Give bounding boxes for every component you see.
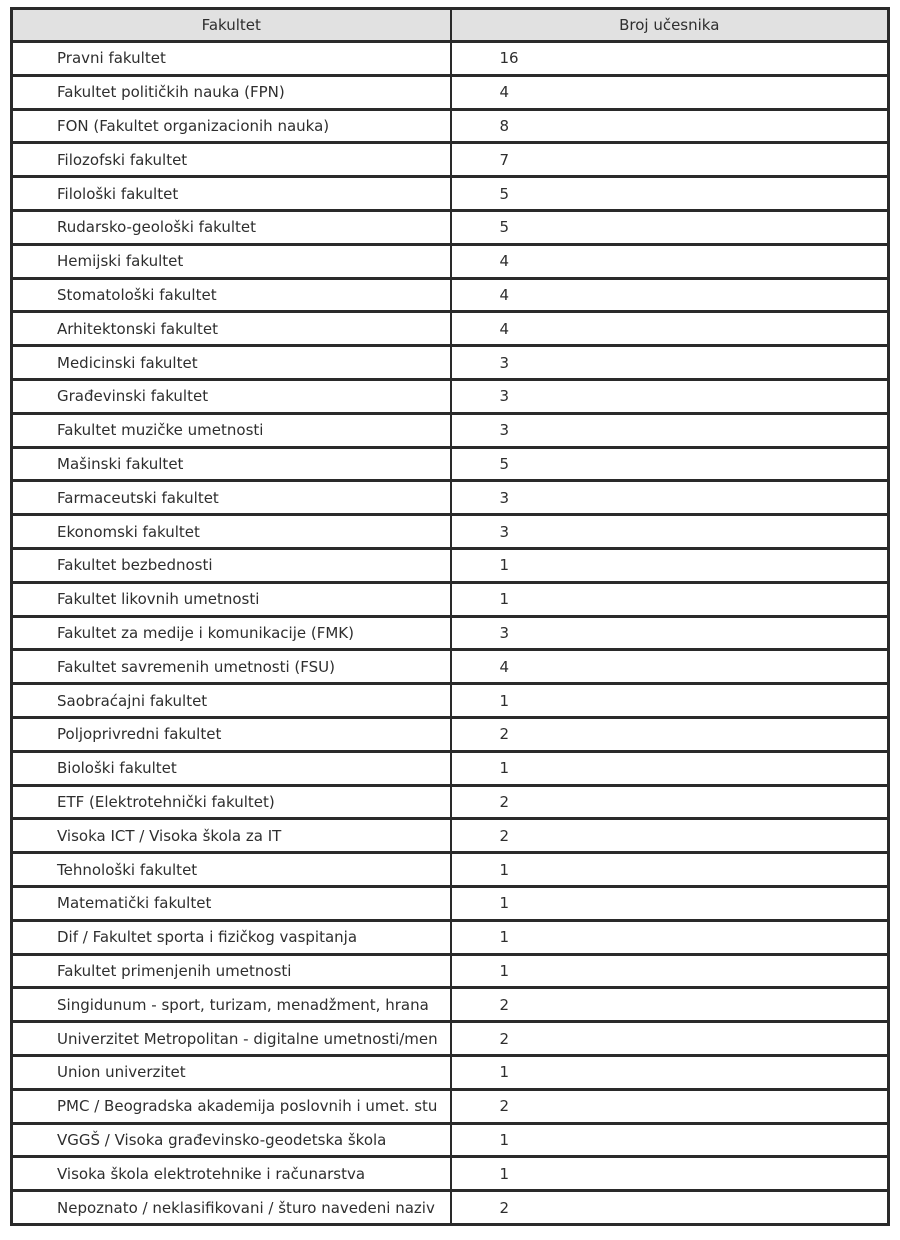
table-row (12, 447, 889, 481)
table-row (12, 1123, 889, 1157)
participant-count-cell: 1 (451, 886, 889, 920)
participant-count-cell: 3 (451, 616, 889, 650)
participant-count-cell: 1 (451, 1157, 889, 1191)
table-row (12, 75, 889, 109)
participant-count-cell: 5 (451, 210, 889, 244)
table-row (12, 886, 889, 920)
participant-count-cell: 1 (451, 954, 889, 988)
faculty-name-cell: Dif / Fakultet sporta i fizičkog vaspitanja (12, 920, 451, 954)
participant-count-cell: 2 (451, 717, 889, 751)
participant-count-cell: 1 (451, 684, 889, 718)
participant-count-cell: 2 (451, 988, 889, 1022)
table-row (12, 1191, 889, 1225)
faculty-name-cell: Poljoprivredni fakultet (12, 717, 451, 751)
participant-count-cell: 2 (451, 785, 889, 819)
participant-count-cell: 4 (451, 312, 889, 346)
faculty-name-cell: Singidunum - sport, turizam, menadžment, hrana (12, 988, 451, 1022)
table-row (12, 616, 889, 650)
participant-count-cell: 2 (451, 819, 889, 853)
faculty-name-cell: Pravni fakultet (12, 42, 451, 76)
faculty-participants-table (10, 7, 890, 1226)
faculty-name-cell: Farmaceutski fakultet (12, 481, 451, 515)
table-row (12, 109, 889, 143)
table-row (12, 312, 889, 346)
faculty-name-cell: Filozofski fakultet (12, 143, 451, 177)
faculty-name-cell: Fakultet muzičke umetnosti (12, 413, 451, 447)
participant-count-cell: 2 (451, 1022, 889, 1056)
participant-count-cell: 3 (451, 515, 889, 549)
faculty-name-cell: Građevinski fakultet (12, 379, 451, 413)
column-header-fakultet: Fakultet (12, 9, 451, 42)
table-row (12, 379, 889, 413)
faculty-name-cell: Fakultet likovnih umetnosti (12, 582, 451, 616)
table-row (12, 853, 889, 887)
faculty-name-cell: FON (Fakultet organizacionih nauka) (12, 109, 451, 143)
faculty-name-cell: Tehnološki fakultet (12, 853, 451, 887)
table-row (12, 143, 889, 177)
table-row (12, 920, 889, 954)
faculty-name-cell: Ekonomski fakultet (12, 515, 451, 549)
faculty-name-cell: Saobraćajni fakultet (12, 684, 451, 718)
participant-count-cell: 4 (451, 650, 889, 684)
faculty-name-cell: Matematički fakultet (12, 886, 451, 920)
faculty-name-cell: Fakultet bezbednosti (12, 548, 451, 582)
table-row (12, 346, 889, 380)
participant-count-cell: 5 (451, 447, 889, 481)
faculty-name-cell: Nepoznato / neklasifikovani / šturo navedeni naziv (12, 1191, 451, 1225)
participant-count-cell: 2 (451, 1191, 889, 1225)
table-body (12, 42, 889, 1225)
faculty-name-cell: Fakultet primenjenih umetnosti (12, 954, 451, 988)
participant-count-cell: 3 (451, 413, 889, 447)
table-row (12, 515, 889, 549)
table-row (12, 278, 889, 312)
faculty-name-cell: Fakultet savremenih umetnosti (FSU) (12, 650, 451, 684)
participant-count-cell: 4 (451, 75, 889, 109)
participant-count-cell: 1 (451, 1123, 889, 1157)
participant-count-cell: 1 (451, 548, 889, 582)
table-row (12, 42, 889, 76)
table-row (12, 1022, 889, 1056)
faculty-name-cell: Filološki fakultet (12, 177, 451, 211)
participant-count-cell: 3 (451, 481, 889, 515)
participant-count-cell: 1 (451, 751, 889, 785)
participant-count-cell: 3 (451, 379, 889, 413)
table-row (12, 1157, 889, 1191)
participant-count-cell: 5 (451, 177, 889, 211)
faculty-name-cell: Hemijski fakultet (12, 244, 451, 278)
faculty-name-cell: Fakultet za medije i komunikacije (FMK) (12, 616, 451, 650)
faculty-name-cell: ETF (Elektrotehnički fakultet) (12, 785, 451, 819)
table-row (12, 988, 889, 1022)
participant-count-cell: 1 (451, 920, 889, 954)
participant-count-cell: 4 (451, 278, 889, 312)
participant-count-cell: 1 (451, 853, 889, 887)
faculty-name-cell: Mašinski fakultet (12, 447, 451, 481)
table-row (12, 717, 889, 751)
table-row (12, 582, 889, 616)
participant-count-cell: 16 (451, 42, 889, 76)
participant-count-cell: 1 (451, 1055, 889, 1089)
participant-count-cell: 8 (451, 109, 889, 143)
participant-count-cell: 7 (451, 143, 889, 177)
column-header-broj-ucesnika: Broj učesnika (451, 9, 889, 42)
table-row (12, 785, 889, 819)
faculty-name-cell: Biološki fakultet (12, 751, 451, 785)
table-row (12, 819, 889, 853)
faculty-name-cell: Stomatološki fakultet (12, 278, 451, 312)
faculty-name-cell: Visoka škola elektrotehnike i računarstva (12, 1157, 451, 1191)
table-row (12, 413, 889, 447)
participant-count-cell: 1 (451, 582, 889, 616)
table-row (12, 177, 889, 211)
faculty-name-cell: Visoka ICT / Visoka škola za IT (12, 819, 451, 853)
table-row (12, 481, 889, 515)
faculty-name-cell: Fakultet političkih nauka (FPN) (12, 75, 451, 109)
table-row (12, 650, 889, 684)
table-header-row (12, 9, 889, 42)
faculty-name-cell: Univerzitet Metropolitan - digitalne umetnosti/men (12, 1022, 451, 1056)
participant-count-cell: 4 (451, 244, 889, 278)
participant-count-cell: 2 (451, 1089, 889, 1123)
table-row (12, 954, 889, 988)
table-row (12, 1055, 889, 1089)
table-row (12, 1089, 889, 1123)
table-row (12, 244, 889, 278)
participant-count-cell: 3 (451, 346, 889, 380)
table-row (12, 751, 889, 785)
faculty-name-cell: Medicinski fakultet (12, 346, 451, 380)
faculty-name-cell: Union univerzitet (12, 1055, 451, 1089)
table-row (12, 684, 889, 718)
table-row (12, 210, 889, 244)
faculty-name-cell: PMC / Beogradska akademija poslovnih i umet. stu (12, 1089, 451, 1123)
faculty-name-cell: Rudarsko-geološki fakultet (12, 210, 451, 244)
faculty-name-cell: VGGŠ / Visoka građevinsko-geodetska škola (12, 1123, 451, 1157)
faculty-name-cell: Arhitektonski fakultet (12, 312, 451, 346)
table-row (12, 548, 889, 582)
